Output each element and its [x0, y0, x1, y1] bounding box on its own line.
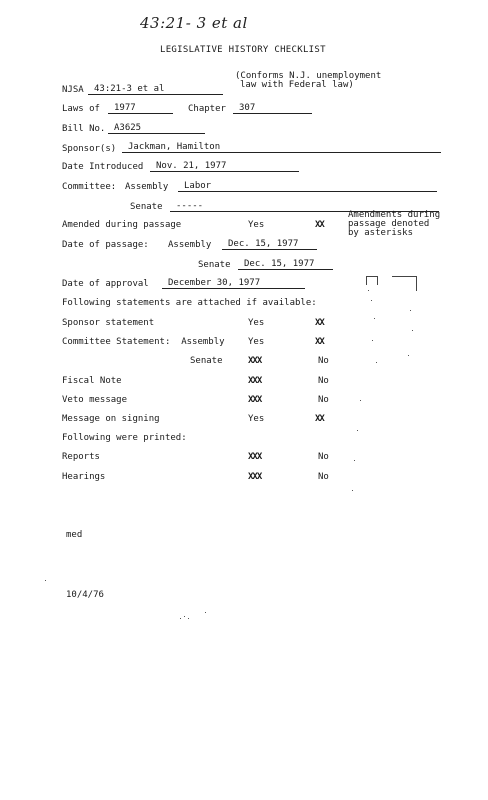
- bill-no-value: A3625: [108, 123, 205, 134]
- amended-yes: Yes: [248, 220, 265, 230]
- passage-senate-value: Dec. 15, 1977: [238, 259, 333, 270]
- date-introduced-value: Nov. 21, 1977: [150, 161, 299, 172]
- statement-label-veto-message: Veto message: [62, 395, 128, 405]
- statement-yes-sponsor: Yes: [248, 318, 265, 328]
- committee-senate-label: Senate: [130, 202, 163, 212]
- approval-label: Date of approval: [62, 279, 149, 289]
- committee-label: Committee:: [62, 182, 117, 192]
- date-passage-label: Date of passage:: [62, 240, 149, 250]
- date-introduced-label: Date Introduced: [62, 162, 144, 172]
- statement-no-veto-message: No: [318, 395, 329, 405]
- statement-label-fiscal-note: Fiscal Note: [62, 376, 122, 386]
- njsa-value: 43:21-3 et al: [88, 84, 223, 95]
- amendments-note-line-1: Amendments during: [348, 210, 441, 220]
- njsa-label: NJSA: [62, 85, 84, 95]
- statement-yes-committee-senate: XXX: [248, 356, 262, 366]
- footer-date: 10/4/76: [66, 590, 104, 600]
- statement-no-message-signing: XX: [315, 414, 324, 424]
- chapter-value: 307: [233, 103, 312, 114]
- amended-label: Amended during passage: [62, 220, 182, 230]
- statement-no-committee-senate: No: [318, 356, 329, 366]
- amendments-note-line-2: passage denoted: [348, 219, 430, 229]
- amended-no: XX: [315, 220, 324, 230]
- handwritten-reference: 43:21- 3 et al: [140, 14, 248, 32]
- passage-assembly-value: Dec. 15, 1977: [222, 239, 317, 250]
- printed-yes-reports: XXX: [248, 452, 262, 462]
- laws-of-value: 1977: [108, 103, 173, 114]
- bill-no-label: Bill No.: [62, 124, 106, 134]
- statement-label-sponsor: Sponsor statement: [62, 318, 155, 328]
- conforms-note-line-2: law with Federal law): [240, 80, 354, 90]
- footer-initials: med: [66, 530, 83, 540]
- statement-label-committee-senate: Senate: [190, 356, 223, 366]
- statements-label: Following statements are attached if available:: [62, 298, 317, 308]
- chapter-label: Chapter: [188, 104, 226, 114]
- printed-no-reports: No: [318, 452, 329, 462]
- committee-assembly-label: Assembly: [125, 182, 169, 192]
- printed-label: Following were printed:: [62, 433, 187, 443]
- statement-label-committee-assembly: Committee Statement: Assembly: [62, 337, 225, 347]
- statement-yes-message-signing: Yes: [248, 414, 265, 424]
- statement-label-message-signing: Message on signing: [62, 414, 160, 424]
- statement-no-sponsor: XX: [315, 318, 324, 328]
- statement-yes-veto-message: XXX: [248, 395, 262, 405]
- printed-yes-hearings: XXX: [248, 472, 262, 482]
- passage-assembly-label: Assembly: [168, 240, 212, 250]
- amendments-note-line-3: by asterisks: [348, 228, 414, 238]
- approval-value: December 30, 1977: [162, 278, 305, 289]
- printed-no-hearings: No: [318, 472, 329, 482]
- committee-senate-value: -----: [170, 201, 439, 212]
- document-title: LEGISLATIVE HISTORY CHECKLIST: [160, 45, 326, 55]
- statement-yes-fiscal-note: XXX: [248, 376, 262, 386]
- statement-no-committee-assembly: XX: [315, 337, 324, 347]
- printed-label-reports: Reports: [62, 452, 100, 462]
- conforms-note-line-1: (Conforms N.J. unemployment: [235, 71, 382, 81]
- sponsor-label: Sponsor(s): [62, 144, 117, 154]
- printed-label-hearings: Hearings: [62, 472, 106, 482]
- committee-assembly-value: Labor: [178, 181, 437, 192]
- laws-of-label: Laws of: [62, 104, 100, 114]
- statement-yes-committee-assembly: Yes: [248, 337, 265, 347]
- sponsor-value: Jackman, Hamilton: [122, 142, 441, 153]
- passage-senate-label: Senate: [198, 260, 231, 270]
- statement-no-fiscal-note: No: [318, 376, 329, 386]
